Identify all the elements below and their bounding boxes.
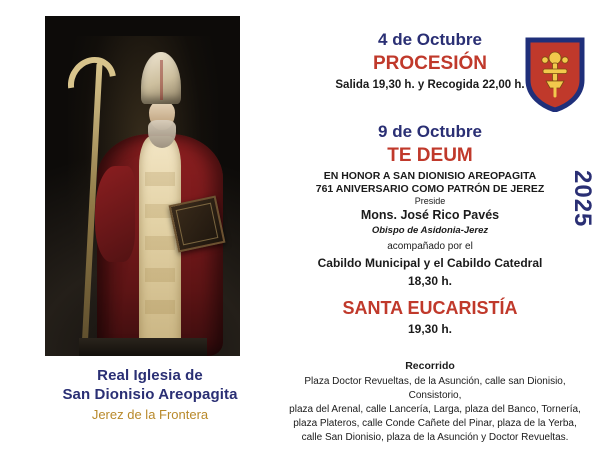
event2-date: 9 de Octubre [378,122,482,141]
pedestal-shape [79,338,207,356]
event1-title: PROCESIÓN [372,53,488,74]
route-text [285,375,585,445]
caption-line-1: Real Iglesia de [97,367,203,384]
event1-date: 4 de Octubre [378,30,482,49]
preside-name: Mons. José Rico Pavés [360,208,500,222]
route-title: Recorrido [405,360,455,372]
honor-block [285,170,575,196]
event1-times: Salida 19,30 h. y Recogida 22,00 h. [335,79,525,91]
caption-line-2: San Dionisio Areopagita [62,386,238,403]
route-line-3: plaza Plateros, calle Conde Cañete del Pinar, plaza de la Yerba, [293,418,577,429]
statue-illustration [45,16,240,356]
preside-label: Preside [414,196,446,206]
event3-title: SANTA EUCARISTÍA [342,298,518,318]
route-line-1: Plaza Doctor Revueltas, de la Asunción, calle san Dionisio, Consistorio, [304,376,566,401]
route-line-4: calle San Dionisio, plaza de la Asunción y Doctor Revueltas. [301,432,569,443]
accompanied-by: Cabildo Municipal y el Cabildo Catedral [317,256,543,270]
statue-photo [45,16,240,356]
honor-line-1: EN HONOR A SAN DIONISIO AREOPAGITA [323,170,537,182]
caption-line-3: Jerez de la Frontera [91,407,209,422]
year-label: 2025 [569,170,596,228]
stole-shape [139,136,181,351]
route-line-2: plaza del Arenal, calle Lancería, Larga, plaza del Banco, Tornería, [289,404,581,415]
honor-line-2: 761 ANIVERSARIO COMO PATRÓN DE JEREZ [315,183,545,195]
coat-of-arms-icon [522,36,588,112]
event3-time: 19,30 h. [407,322,453,336]
event2-time: 18,30 h. [407,274,453,288]
event2-title: TE DEUM [387,145,473,166]
accompanied-label: acompañado por el [387,241,473,252]
book-icon [169,196,226,253]
church-caption [0,366,300,425]
arm-shape [95,166,135,262]
preside-see: Obispo de Asidonia-Jerez [371,225,489,236]
